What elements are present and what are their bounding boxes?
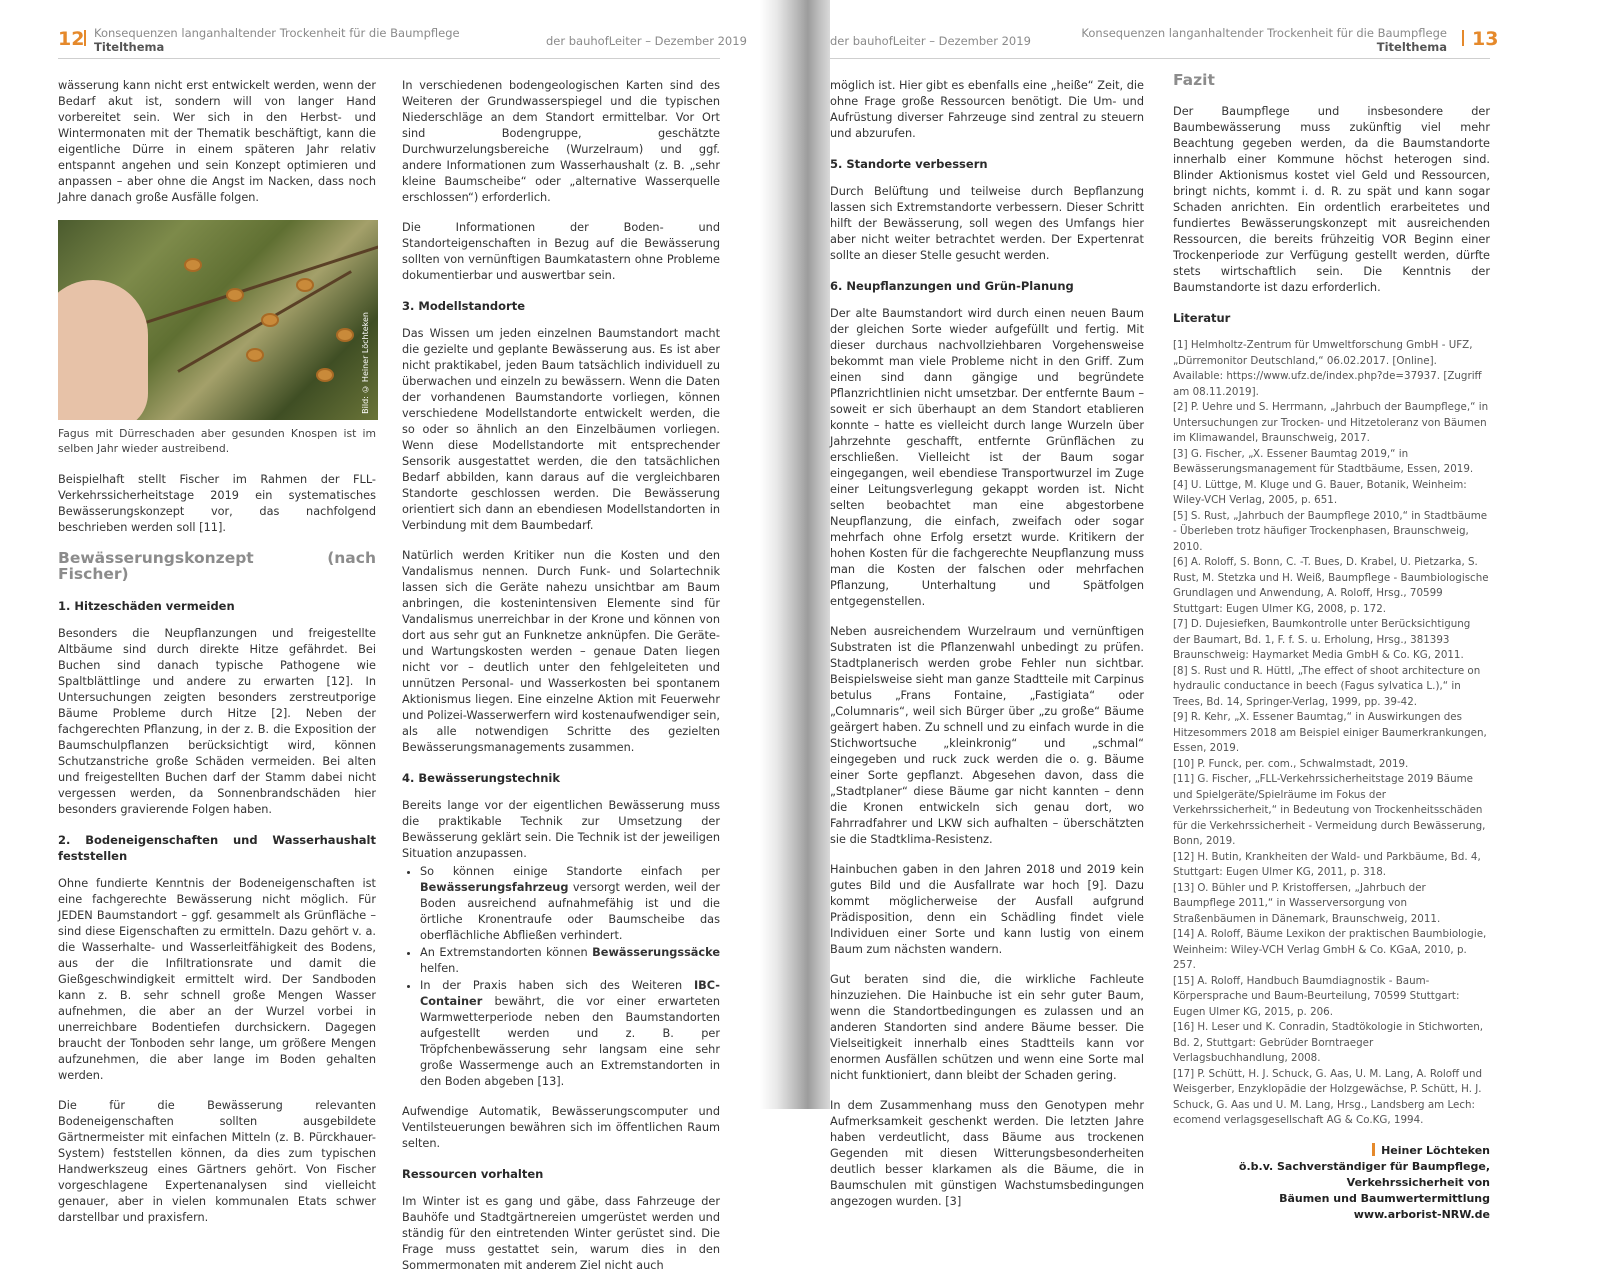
subheading: 6. Neupflanzungen und Grün-Planung [830,279,1074,293]
paragraph: Neben ausreichendem Wurzelraum und vernünftigen Substraten ist die Pflanzenwahl unbedingt zu prüfen. Stadtplanerisch werden grobe Fehler nun sichtbar. Beispielsweise sieht man ganze Stadtteile mit Carpinus betulus „Frans Fontaine, „Fastigiata“ oder „Columnaris“, weil sich Bürger über „zu große“ Bäume geärgert haben. Zu schnell und zu einfach wurde in die Stichwortsuche „kleinkronig“ und „schmal“ eingegeben und ruck zuck werden die o. g. Bäume einer Sorte gepflanzt. Abgesehen davon, dass die „Stadtplaner“ diese Bäume gar nicht kannten – denn die Kronen entwickeln sich genau dort, wo Fahrradfahrer und LKW sich aufhalten – überschätzten sie die Stadtklima-Resistenz. [830,625,1144,846]
right-page [830,0,1611,1221]
paragraph: Beispielhaft stellt Fischer im Rahmen der FLL-Verkehrssicherheitstage 2019 ein systematisches Bewässerungskonzept vor, das nachfolgend beschrieben werden soll [11]. [58,473,376,534]
list-item [420,978,720,1090]
author-block [1173,1143,1490,1223]
paragraph: Das Wissen um jeden einzelnen Baumstandort macht die gezielte und geplante Bewässerung aus. Es ist aber nicht praktikabel, jeden Baum tatsächlich individuell zu überwachen und einzeln zu bewässern. Wenn die Daten der vorhandenen Baumstandorte vorliegen, können verschiedene Modellstandorte entwickelt werden, die so oder so ähnlich an den Einzelbäumen vorliegen. Wenn diese Modellstandorte mit entsprechender Sensorik ausgestattet werden, die den tatsächlichen Bedarf abbilden, kann daraus auf die vergleichbaren Standorte geschlossen werden. Die Bewässerung orientiert sich dann an ebendiesen Modellstandorten in Verbindung mit dem Baumbedarf. [402,327,720,532]
paragraph: Gut beraten sind die, die wirkliche Fachleute hinzuziehen. Die Hainbuche ist ein sehr guter Baum, wenn die Standortbedingungen es zulassen und an anderen Standorten sind andere Bäume besser. Die Vielseitigkeit innerhalb eines Stadtteils kann vor enormen Ausfällen schützen und wenn eine Sorte mal nicht funktioniert, dann bleibt der Schaden gering. [830,973,1144,1082]
column-4 [1173,72,1490,1223]
section-heading: Fazit [1173,71,1215,89]
header-title: Konsequenzen langanhaltender Trockenheit für die Baumpflege [1081,26,1447,40]
paragraph: Durch Belüftung und teilweise durch Bepflanzung lassen sich Extremstandorte verbessern. Dieser Schritt hilft der Bewässerung, soll wegen des Umfangs hier aber nicht weiter betrachtet werden. Der Expertenrat sollte an dieser Stelle gesucht werden. [830,185,1144,262]
header-title: Konsequenzen langanhaltender Trockenheit für die Baumpflege [94,26,460,40]
reference-item: [6] A. Roloff, S. Bonn, C. -T. Bues, D. Krabel, U. Pietzarka, S. Rust, M. Stetzka und H. Weiß, Baumpflege - Baumbiologische Grundlagen und Anwendung, A. Roloff, Hrsg., 70599 Stuttgart: Eugen Ulmer KG, 2008, p. 172. [1173,556,1489,615]
subheading: Literatur [1173,311,1231,325]
bullet-text: So können einige Standorte einfach per [420,865,720,878]
subheading: 5. Standorte verbessern [830,157,988,171]
page-number: 12 [58,28,85,50]
subheading: 2. Bodeneigenschaften und Wasserhaushalt feststellen [58,833,376,863]
header-section: Titelthema [1376,40,1447,54]
paragraph: Hainbuchen gaben in den Jahren 2018 und 2019 kein gutes Bild und die Ausfallrate war hoch [9]. Dazu kommt möglicherweise der Ausfall aufgrund Prädisposition, denn ein Schädling findet viele Individuen einer Sorte und kann lustig von einem Baum zum nächsten wandern. [830,863,1144,956]
photo-credit: Bild: © Heiner Löchteken [361,312,370,414]
bud-shape [248,350,262,360]
section-heading: Bewässerungskonzept (nach Fischer) [58,549,376,583]
bullet-text: An Extremstandorten können [420,946,593,959]
paragraph: Ohne fundierte Kenntnis der Bodeneigenschaften ist eine fachgerechte Bewässerung nicht möglich. Für JEDEN Baumstandort – ggf. gesammelt als Grünfläche – sind diese Eigenschaften zu ermitteln. Dazu gehört v. a. die Wasserhalte- und Wasserleitfähigkeit des Bodens, aus der die Infiltrationsrate und damit die Gießgeschwindigkeit ermittelt wird. Der Sandboden kann z. B. sehr schnell große Mengen Wasser aufnehmen, die aber an der Wurzel vorbei in unerreichbare Bodentiefen durchsickern. Dagegen braucht der Tonboden sehr lange, um größere Mengen aufzunehmen, die aber lange im Boden gehalten werden. [58,877,376,1082]
reference-item: [11] G. Fischer, „FLL-Verkehrssicherheitstage 2019 Bäume und Spielgeräte/Spielräume im Fokus der Verkehrssicherheit,“ in Bedeutung von Trockenheitsschäden für die Verkehrssicherheit - Vermeidung durch Bewässerung, Bonn, 2019. [1173,773,1486,847]
reference-item: [16] H. Leser und K. Conradin, Stadtökologie in Stichworten, Bd. 2, Stuttgart: Gebrüder Borntraeger Verlagsbuchhandlung, 2008. [1173,1021,1484,1064]
reference-item: [2] P. Uehre und S. Herrmann, „Jahrbuch der Baumpflege,“ in Untersuchungen zur Trocken- und Hitzetoleranz von Bäumen im Klimawandel, Braunschweig, 2017. [1173,401,1489,444]
author-accent-bar [1372,1143,1375,1156]
column-1 [58,78,376,1240]
header-accent-bar [1462,30,1464,46]
list-item [420,864,720,944]
photo-caption: Fagus mit Dürreschaden aber gesunden Knospen ist im selben Jahr wieder austreibend. [58,427,376,455]
bullet-text: bewährt, die vor einer erwarteten Warmwetterperiode neben den Baumstandorten aufgestellt werden und z. B. per Tröpfchenbewässerung sehr langsam eine sehr große Wassermenge auch an Extremstandorten in den Boden abgeben [13]. [420,995,720,1088]
paragraph: möglich ist. Hier gibt es ebenfalls eine „heiße“ Zeit, die ohne Frage große Ressourcen benötigt. Die Um- und Aufrüstung diverser Fahrzeuge sind zentral zu steuern und abzurufen. [830,79,1144,140]
reference-item: [14] A. Roloff, Bäume Lexikon der praktischen Baumbiologie, Weinheim: Wiley-VCH Verlag GmbH & Co. KGaA, 2010, p. 257. [1173,928,1487,971]
subheading: 4. Bewässerungstechnik [402,771,561,785]
page-number: 13 [1472,28,1499,50]
reference-item: [4] U. Lüttge, M. Kluge und G. Bauer, Botanik, Weinheim: Wiley-VCH Verlag, 2005, p. 651. [1173,478,1467,506]
author-title: ö.b.v. Sachverständiger für Baumpflege, Verkehrssicherheit von [1238,1159,1490,1189]
running-header [94,26,460,54]
column-3 [830,78,1144,1224]
left-page [0,0,785,1272]
author-title: Bäumen und Baumwertermittlung [1279,1191,1490,1205]
hand-shape [58,280,148,420]
reference-item: [12] H. Butin, Krankheiten der Wald- und Parkbäume, Bd. 4, Stuttgart: Eugen Ulmer KG, 2011, p. 318. [1173,850,1481,878]
reference-item: [7] D. Dujesiefken, Baumkontrolle unter Berücksichtigung der Baumart, Bd. 1, F. f. S. u. Erholung, Hrsg., 381393 Braunschweig: Haymarket Media GmbH & Co. KG, 2011. [1173,618,1471,661]
header-section: Titelthema [94,40,165,54]
bud-shape [338,330,352,340]
paragraph: Der Baumpflege und insbesondere der Baumbewässerung muss zukünftig viel mehr Beachtung gegeben werden, da die Baumstandorte innerhalb einer Kommune höchst heterogen sind. Blinder Aktionismus kostet viel Geld und Ressourcen, bringt nichts, kommt i. d. R. zu spät und kann sogar Schaden anrichten. Ein ordentlich erarbeitetes und fundiertes Bewässerungskonzept mit ausreichenden Ressourcen, die bereits frühzeitig VOR Beginn einer Trockenperiode zur Verfügung gestellt werden, dürfte stets wirtschaftlich sein. Die Kenntnis der Baumstandorte ist dazu erforderlich. [1173,105,1490,294]
paragraph: In verschiedenen bodengeologischen Karten sind des Weiteren der Grundwasserspiegel und die typischen Niederschläge an dem Standort ermittelbar. Vor Ort sind Bodengruppe, geschätzte Durchwurzelungsbereiche (Wurzelraum) und ggf. andere Informationen zum Wasserhaushalt (z. B. „sehr kleine Baumscheibe“ oder „alternative Wasserquelle erschlossen“) erforderlich. [402,79,720,204]
bullet-emphasis: IBC-Container [420,979,720,1008]
bullet-emphasis: Bewässerungssäcke [592,946,720,959]
paragraph: Aufwendige Automatik, Bewässerungscomputer und Ventilsteuerungen bewähren sich im öffentlichen Raum selten. [402,1105,720,1150]
paragraph: In dem Zusammenhang muss den Genotypen mehr Aufmerksamkeit geschenkt werden. Die letzten Jahre haben verdeutlicht, dass Bäume aus trockenen Gegenden mit diesen Witterungsbesonderheiten deutlich besser klarkamen als die Bäume, die in Baumschulen mit günstigen Wachstumsbedingungen angezogen wurden. [3] [830,1099,1144,1208]
reference-item: [10] P. Funck, per. com., Schwalmstadt, 2019. [1173,757,1409,770]
reference-item: [3] G. Fischer, „X. Essener Baumtag 2019,“ in Bewässerungsmanagement für Stadtbäume, Essen, 2019. [1173,447,1474,475]
beech-photo [58,220,378,420]
paragraph: wässerung kann nicht erst entwickelt werden, wenn der Bedarf akut ist, sondern will von langer Hand vorbereitet sein. Wer sich in den Herbst- und Wintermonaten mit der Thematik beschäftigt, kann die eigentliche Dürre in einem späteren Jahr relativ entspannt angehen und sein Konzept optimieren und anpassen – aber ohne die Angst im Nacken, dass noch Jahre danach große Ausfälle folgen. [58,79,376,204]
paragraph: Bereits lange vor der eigentlichen Bewässerung muss die praktikable Technik zur Umsetzung der Bewässerung geklärt sein. Die Technik ist der jeweiligen Situation anzupassen. [402,799,720,860]
running-header [1081,26,1447,54]
reference-item: [1] Helmholtz-Zentrum für Umweltforschung GmbH - UFZ, „Dürremonitor Deutschland,“ 06.02.2017. [Online]. Available: https://www.ufz.de/index.php?de=37937. [Zugriff am 08.11.2019]. [1173,339,1482,398]
bud-shape [318,370,332,380]
bud-shape [263,315,277,325]
reference-list [1173,338,1490,1129]
header-accent-bar [84,30,86,46]
author-name: Heiner Löchteken [1381,1143,1490,1157]
bullet-list [402,864,720,1090]
paragraph: Der alte Baumstandort wird durch einen neuen Baum der gleichen Sorte wieder aufgefüllt und fertig. Mit dieser durchaus nachvollziehbaren Vorgehensweise bekommt man viele Probleme nicht in den Griff. Zum einen sind dann gängige und begründete Pflanzrichtlinien nicht umsetzbar. Der entfernte Baum – soweit er sich überhaupt an dem Standort etablieren konnte – hatte es vielleicht durch lange Wurzeln über Jahrzehnte geschafft, entfernte Grünflächen zu erschließen. Vielleicht ist der Baum sogar eingegangen, weil ebendiese Transportwurzel im Zuge einer Leitungsverlegung gekappt worden ist. Nicht selten beobachtet man eine abgestorbene Neupflanzung, die einfach, zweifach oder sogar mehrfach ohne Erfolg ersetzt wurde. Kritikern der hohen Kosten für die fachgerechte Neupflanzung muss man die Kosten der falschen oder mehrfachen Pflanzung, Unterhaltung und Spätfolgen entgegenstellen. [830,307,1144,608]
bud-shape [298,280,312,290]
subheading: 1. Hitzeschäden vermeiden [58,599,235,613]
magazine-issue: der bauhofLeiter – Dezember 2019 [546,34,747,48]
list-item [420,945,720,977]
reference-item: [5] S. Rust, „Jahrbuch der Baumpflege 2010,“ in Stadtbäume - Überleben trotz häufiger Trockenphasen, Braunschweig, 2010. [1173,509,1488,553]
bullet-emphasis: Bewässerungsfahrzeug [420,881,569,894]
paragraph: Besonders die Neupflanzungen und freigestellte Altbäume sind durch direkte Hitze gefährdet. Bei Buchen sind danach typische Pathogene wie Spaltblättlinge und andere zu erwarten [12]. In Untersuchungen zeigten besonders zerstreutporige Bäume Probleme durch Hitze [2]. Neben der fachgerechten Pflanzung, in der z. B. die Exposition der Baumschulpflanzen berücksichtigt wird, können Schutzanstriche große Schäden vermeiden. Bei alten und freigestellten Buchen darf der Stamm dabei nicht vergessen werden, da Sonnenbrandschäden hier besonders gravierende Folgen haben. [58,627,376,816]
paragraph: Die für die Bewässerung relevanten Bodeneigenschaften sollten ausgebildete Gärtnermeister mit einfachen Mitteln (z. B. Pürckhauer-System) feststellen können, da dies zum typischen Handwerkszeug eines Gärtners gehört. Von Fischer vorgeschlagene Expertenanalysen sind vielleicht genauer, aber in vielen kommunalen Etats schwer darstellbar und praxisfern. [58,1099,376,1224]
reference-item: [9] R. Kehr, „X. Essener Baumtag,“ in Auswirkungen des Hitzesommers 2018 am Beispiel einiger Baumerkrankungen, Essen, 2019. [1173,711,1487,754]
header-rule [830,58,1490,59]
bullet-text: In der Praxis haben sich des Weiteren [420,979,694,992]
bullet-text: helfen. [420,962,459,975]
branch-shape [118,244,378,333]
bud-shape [186,260,200,270]
bullet-text: versorgt werden, weil der Boden ausreichend aufnahmefähig ist und die örtliche Kronentraufe oder Baumscheibe das oberflächliche Abfließen verhindert. [420,881,720,942]
bud-shape [228,290,242,300]
reference-item: [15] A. Roloff, Handbuch Baumdiagnostik - Baum-Körpersprache und Baum-Beurteilung, 70599 Stuttgart: Eugen Ulmer KG, 2015, p. 206. [1173,974,1460,1018]
author-website: www.arborist-NRW.de [1353,1207,1490,1221]
magazine-issue: der bauhofLeiter – Dezember 2019 [830,34,1031,48]
header-rule [58,58,720,59]
paragraph: Im Winter ist es gang und gäbe, dass Fahrzeuge der Bauhöfe und Stadtgärtnereien umgerüstet werden und ständig für den eintretenden Winter gerüstet sind. Die Frage muss gestattet sein, warum dies in den Sommermonaten mit anderem Ziel nicht auch [402,1195,720,1272]
subheading: 3. Modellstandorte [402,299,526,313]
subheading: Ressourcen vorhalten [402,1167,544,1181]
reference-item: [17] P. Schütt, H. J. Schuck, G. Aas, U. M. Lang, A. Roloff und Weisgerber, Enzyklopädie der Holzgewächse, P. Schütt, H. J. Schuck, G. Aas und U. M. Lang, Hrsg., Landsberg am Lech: ecomend verlagsgesellschaft AG & Co.KG, 1994. [1173,1067,1483,1126]
reference-item: [13] O. Bühler und P. Kristoffersen, „Jahrbuch der Baumpflege 2011,“ in Wasserversorgung von Straßenbäumen in Dänemark, Braunschweig, 2011. [1173,881,1441,925]
paragraph: Natürlich werden Kritiker nun die Kosten und den Vandalismus nennen. Durch Funk- und Solartechnik lassen sich die Geräte nahezu unsichtbar am Baum anbringen, die kostenintensiven Elemente sind für Vandalismus unerreichbar in der Krone und können von dort aus sehr gut an Funknetze anknüpfen. Die Geräte- und Wartungskosten werden – genaue Daten liegen nicht vor – deutlich unter den fehlgeleiteten und unnützen Personal- und Wasserkosten bei spontanem Aktionismus liegen. Eine einzelne Aktion mit Feuerwehr und Polizei-Wasserwerfern wird kostenaufwendiger sein, als alle notwendigen Schritte des gezielten Bewässerungsmanagements zusammen. [402,549,720,754]
column-2 [402,78,720,1288]
paragraph: Die Informationen der Boden- und Standorteigenschaften in Bezug auf die Bewässerung sollten von vernünftigen Baumkatastern ohne Probleme dokumentierbar und auswertbar sein. [402,221,720,282]
reference-item: [8] S. Rust und R. Hüttl, „The effect of shoot architecture on hydraulic conductance in beech (Fagus sylvatica L.),“ in Trees, Bd. 14, Springer-Verlag, 1999, pp. 39-42. [1173,664,1481,708]
